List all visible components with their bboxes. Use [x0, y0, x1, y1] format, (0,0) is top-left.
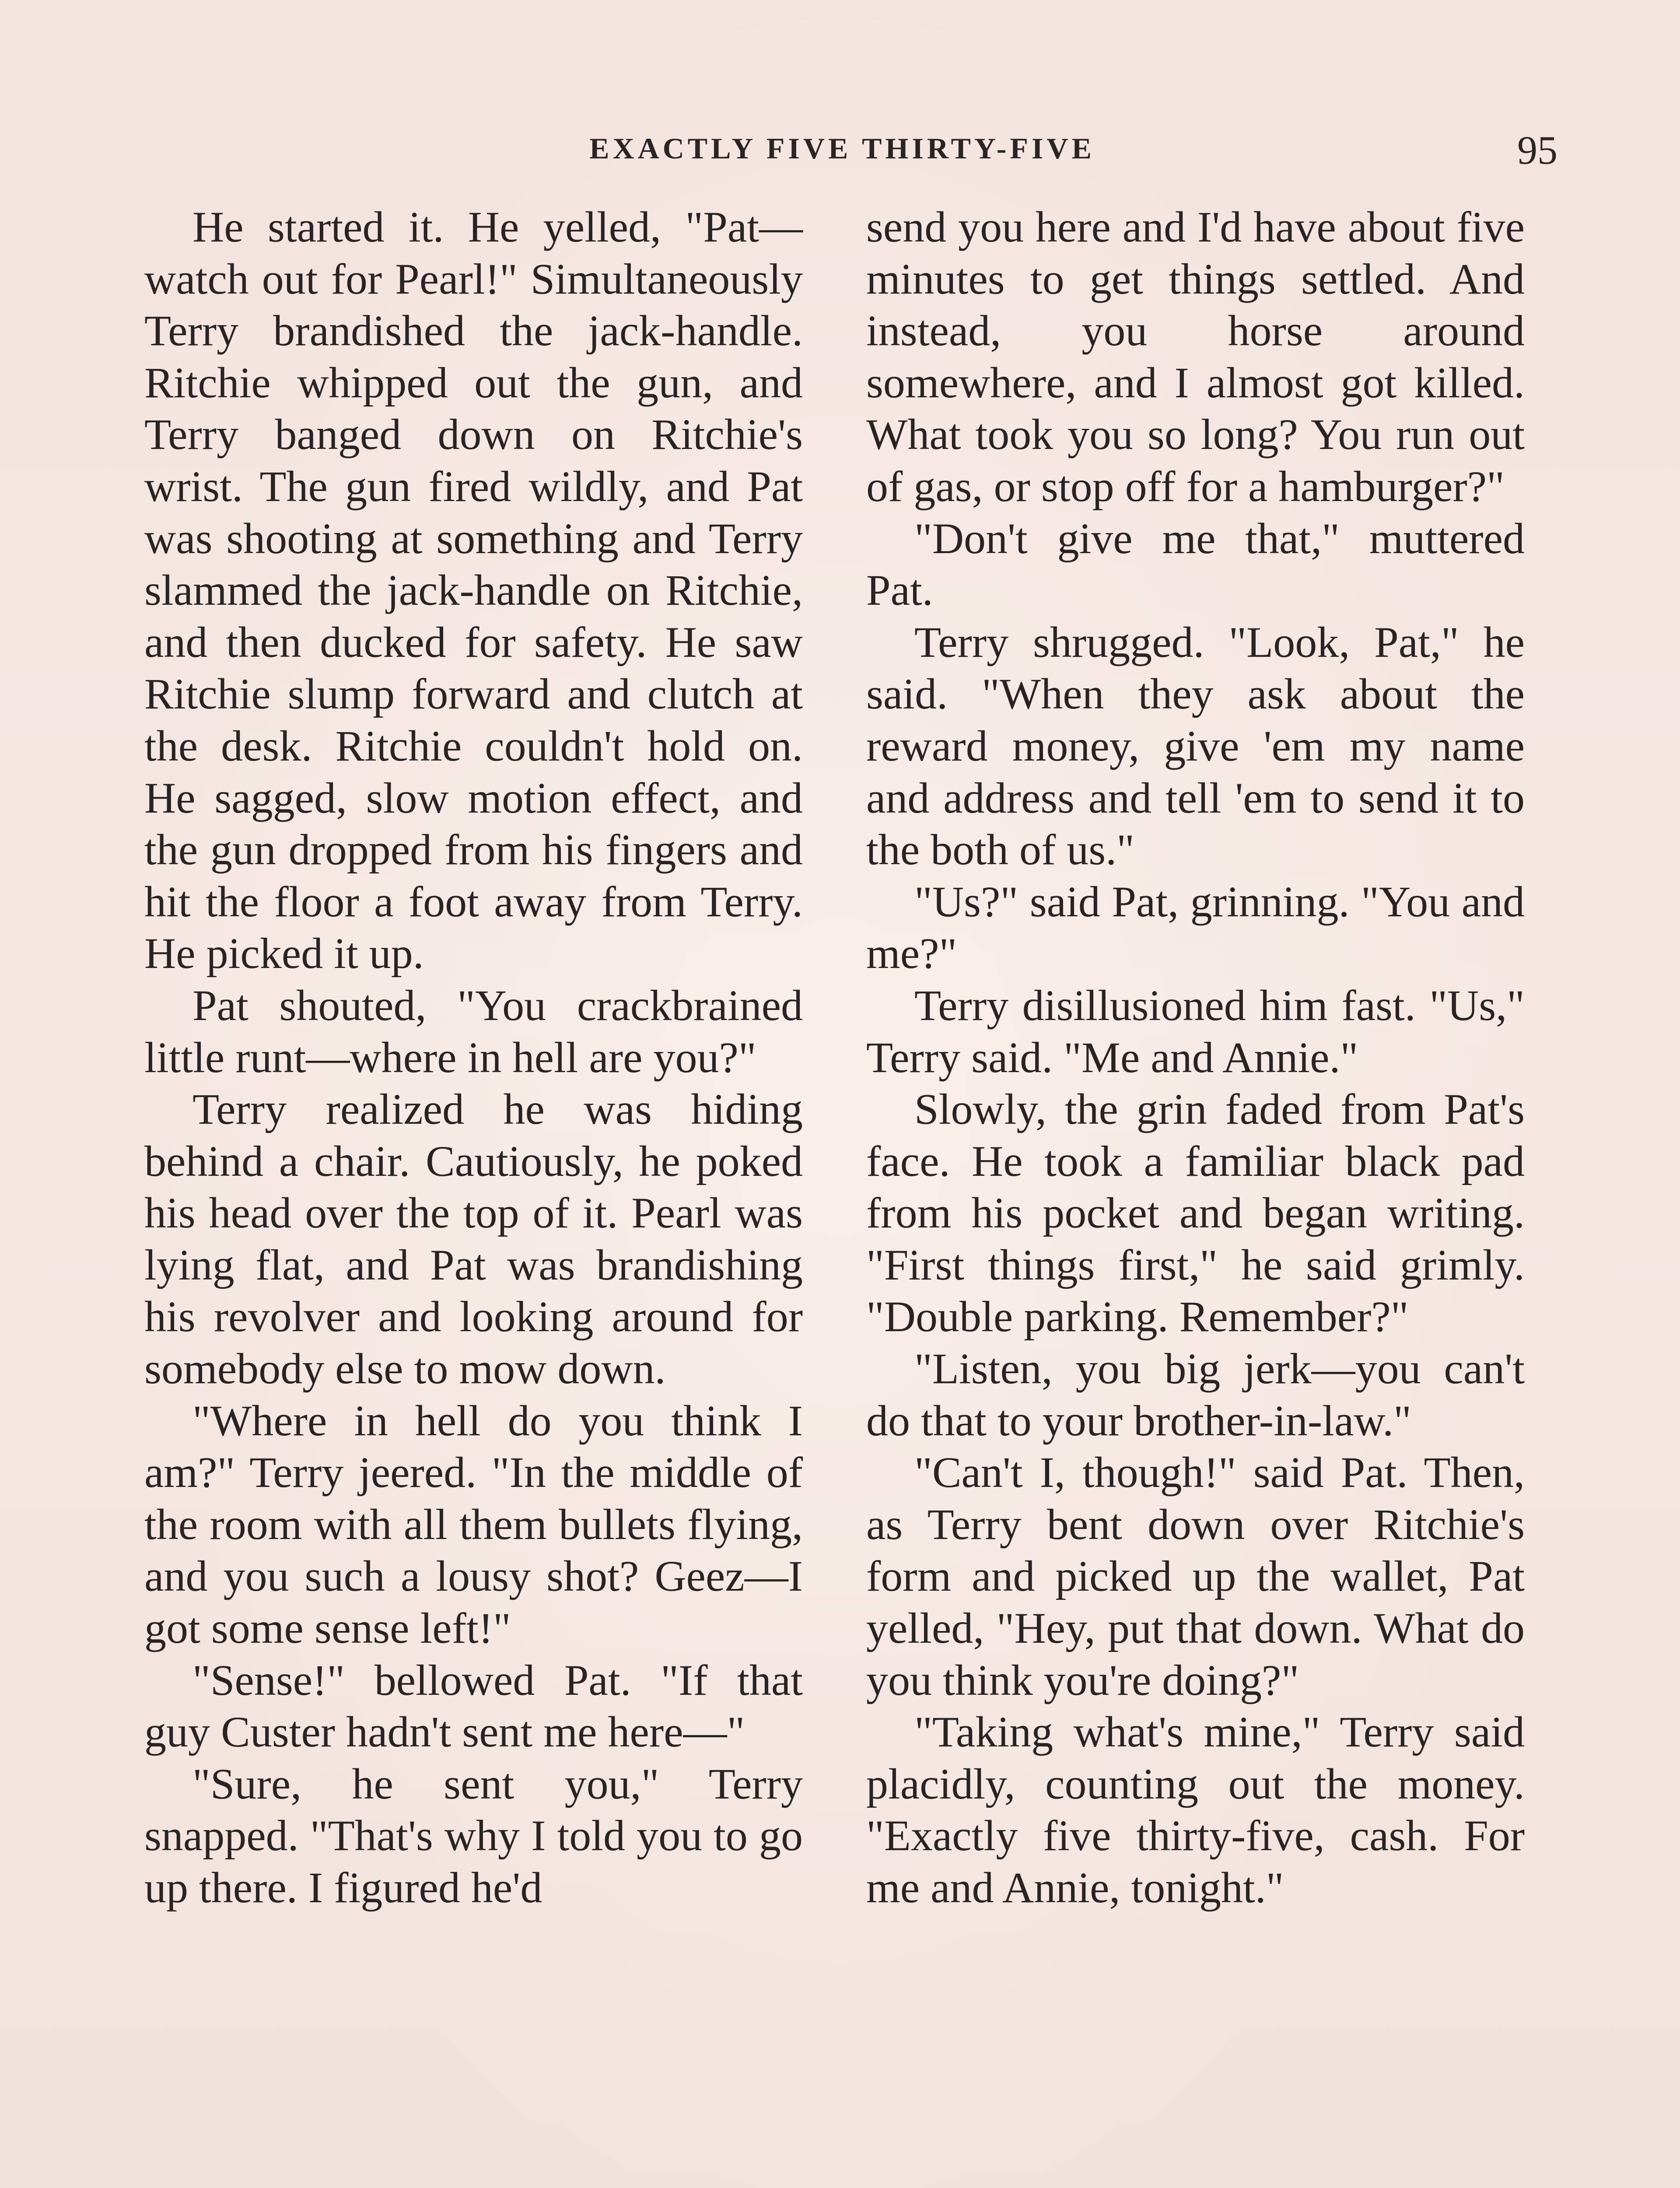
- paragraph: "Taking what's mine," Terry said placidly, counting out the money. "Exactly five thirty-five, cash. For me and Annie, tonight.": [866, 1708, 1525, 1912]
- paragraph: Pat shouted, "You crackbrained little runt—where in hell are you?": [144, 981, 803, 1082]
- paragraph-continuation: send you here and I'd have about five minutes to get things settled. And instead, you horse around somewhere, and I almost got killed. What took you so long? You run out of gas, or stop off for a hamburger?": [866, 203, 1525, 511]
- paragraph: Terry shrugged. "Look, Pat," he said. "When they ask about the reward money, give 'em my name and address and tell 'em to send it to the both of us.": [866, 617, 1525, 874]
- running-head: EXACTLY FIVE THIRTY-FIVE: [589, 132, 1095, 165]
- paragraph: "Listen, you big jerk—you can't do that to your brother-in-law.": [866, 1344, 1525, 1445]
- page-number: 95: [1517, 128, 1558, 172]
- paragraph: "Don't give me that," muttered Pat.: [866, 514, 1525, 615]
- paragraph: "Sense!" bellowed Pat. "If that guy Custer hadn't sent me here—": [144, 1655, 803, 1757]
- paragraph: "Where in hell do you think I am?" Terry jeered. "In the middle of the room with all them bullets flying, and you such a lousy shot? Geez—I got some sense left!": [144, 1396, 803, 1653]
- left-column: [144, 201, 803, 1914]
- paragraph: Slowly, the grin faded from Pat's face. He took a familiar black pad from his pocket and began writing. "First things first," he said grimly. "Double parking. Remember?": [866, 1085, 1525, 1341]
- paragraph: "Us?" said Pat, grinning. "You and me?": [866, 877, 1525, 978]
- paragraph: Terry realized he was hiding behind a chair. Cautiously, he poked his head over the top of it. Pearl was lying flat, and Pat was brandishing his revolver and looking around for somebody else to mow down.: [144, 1085, 803, 1393]
- paragraph: He started it. He yelled, "Pat—watch out for Pearl!" Simultaneously Terry brandished the jack-handle. Ritchie whipped out the gun, and Terry banged down on Ritchie's wrist. The gun fired wildly, and Pat was shooting at something and Terry slammed the jack-handle on Ritchie, and then ducked for safety. He saw Ritchie slump forward and clutch at the desk. Ritchie couldn't hold on. He sagged, slow motion effect, and the gun dropped from his fingers and hit the floor a foot away from Terry. He picked it up.: [144, 203, 803, 978]
- paragraph: Terry disillusioned him fast. "Us," Terry said. "Me and Annie.": [866, 981, 1525, 1082]
- right-column: [866, 201, 1525, 1914]
- paragraph: "Can't I, though!" said Pat. Then, as Terry bent down over Ritchie's form and picked up the wallet, Pat yelled, "Hey, put that down. What do you think you're doing?": [866, 1448, 1525, 1704]
- paragraph: "Sure, he sent you," Terry snapped. "That's why I told you to go up there. I figured he'd: [144, 1759, 803, 1912]
